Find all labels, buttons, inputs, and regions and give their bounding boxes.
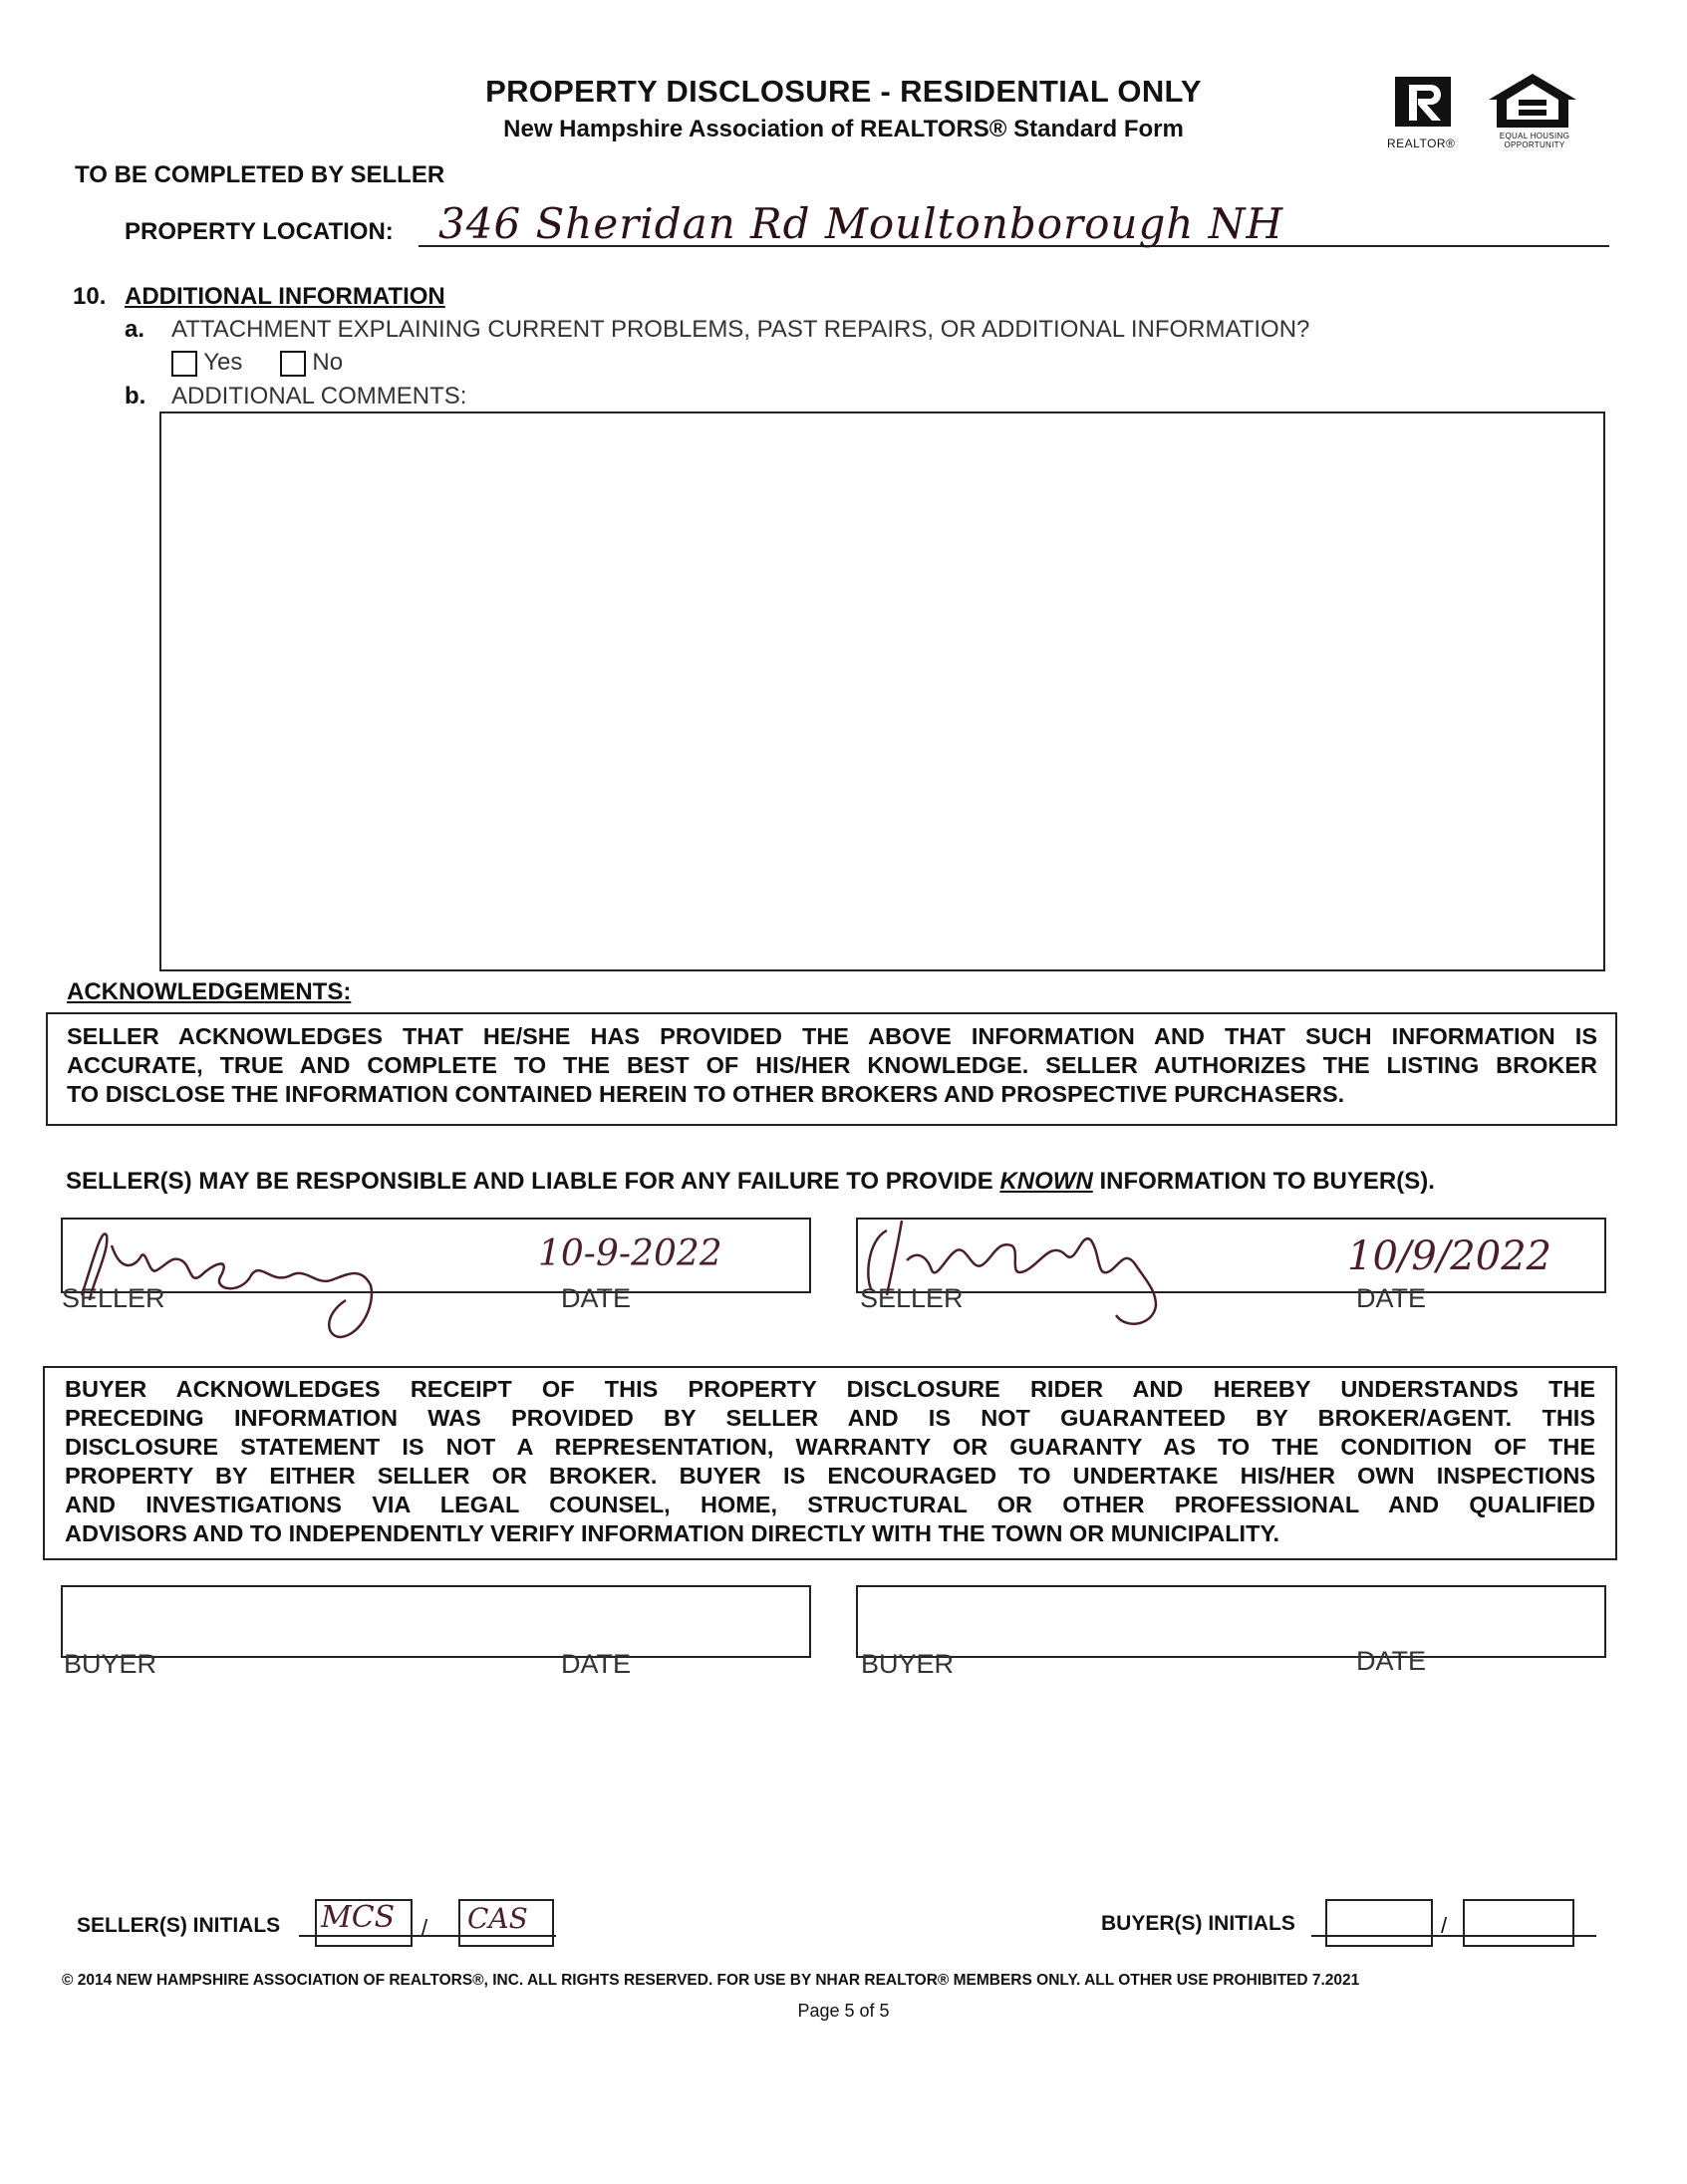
item-a-marker: a. <box>125 316 145 343</box>
seller-signature-1 <box>62 1206 480 1355</box>
buyer-ack-line-1: BUYER ACKNOWLEDGES RECEIPT OF THIS PROPERTY DISCLOSURE RIDER AND HEREBY UNDERSTANDS THE <box>65 1376 1595 1402</box>
property-location-label: PROPERTY LOCATION: <box>125 218 394 245</box>
no-checkbox[interactable] <box>280 351 306 377</box>
eho-caption-2: OPPORTUNITY <box>1504 140 1565 149</box>
buyer-ack-line-6: ADVISORS AND TO INDEPENDENTLY VERIFY INFORMATION DIRECTLY WITH THE TOWN OR MUNICIPALITY. <box>65 1520 1280 1546</box>
item-a-question: ATTACHMENT EXPLAINING CURRENT PROBLEMS, PAST REPAIRS, OR ADDITIONAL INFORMATION? <box>171 316 1310 343</box>
equal-housing-logo <box>1483 70 1582 149</box>
buyer-ack-line-3: DISCLOSURE STATEMENT IS NOT A REPRESENTATION, WARRANTY OR GUARANTY AS TO THE CONDITION OF THE <box>65 1434 1595 1460</box>
seller-ack-line-2: ACCURATE, TRUE AND COMPLETE TO THE BEST OF HIS/HER KNOWLEDGE. SELLER AUTHORIZES THE LISTING BROKER <box>67 1052 1597 1078</box>
seller-ack-line-3: TO DISCLOSE THE INFORMATION CONTAINED HEREIN TO OTHER BROKERS AND PROSPECTIVE PURCHASERS. <box>67 1081 1345 1107</box>
additional-comments-box[interactable] <box>159 411 1605 971</box>
liability-known: KNOWN <box>999 1168 1093 1195</box>
realtor-caption: REALTOR® <box>1387 136 1456 150</box>
buyer-ack-line-5: AND INVESTIGATIONS VIA LEGAL COUNSEL, HOME, STRUCTURAL OR OTHER PROFESSIONAL AND QUALIFIED <box>65 1492 1595 1517</box>
no-label: No <box>312 349 344 376</box>
buyer-date-label-1: DATE <box>561 1649 632 1679</box>
seller-initials-separator: / <box>422 1915 428 1940</box>
yes-checkbox[interactable] <box>171 351 197 377</box>
seller-initials-2[interactable]: CAS <box>467 1902 528 1935</box>
acknowledgements-heading: ACKNOWLEDGEMENTS: <box>67 978 352 1005</box>
buyer-ack-line-4: PROPERTY BY EITHER SELLER OR BROKER. BUYER IS ENCOURAGED TO UNDERTAKE HIS/HER OWN INSPECTIONS <box>65 1463 1595 1489</box>
liability-statement <box>66 1168 1435 1196</box>
buyer-acknowledgement-box <box>43 1366 1617 1560</box>
seller-initials-1[interactable]: MCS <box>321 1900 396 1935</box>
buyer-initials-label: BUYER(S) INITIALS <box>1101 1912 1295 1935</box>
section-number: 10. <box>73 283 107 310</box>
buyer-signature-box-1[interactable] <box>61 1585 811 1658</box>
liability-before: SELLER(S) MAY BE RESPONSIBLE AND LIABLE FOR ANY FAILURE TO PROVIDE <box>66 1168 1000 1195</box>
page-number: Page 5 of 5 <box>797 2001 890 2021</box>
buyer-signature-box-2[interactable] <box>856 1585 1606 1658</box>
seller-date-1[interactable]: 10-9-2022 <box>538 1233 722 1274</box>
completed-by-seller: TO BE COMPLETED BY SELLER <box>75 161 445 188</box>
form-title: PROPERTY DISCLOSURE - RESIDENTIAL ONLY <box>485 74 1202 109</box>
eho-caption-1: EQUAL HOUSING <box>1499 132 1570 140</box>
seller-signature-2 <box>857 1211 1256 1340</box>
realtor-logo <box>1387 73 1469 150</box>
seller-date-label-1: DATE <box>561 1283 632 1313</box>
seller-ack-line-1: SELLER ACKNOWLEDGES THAT HE/SHE HAS PROVIDED THE ABOVE INFORMATION AND THAT SUCH INFORMATION IS <box>67 1023 1597 1049</box>
item-b-marker: b. <box>125 383 146 410</box>
form-subtitle: New Hampshire Association of REALTORS® Standard Form <box>503 116 1184 142</box>
buyer-label-2: BUYER <box>861 1649 955 1679</box>
buyer-date-label-2: DATE <box>1356 1646 1427 1676</box>
buyer-label-1: BUYER <box>64 1649 157 1679</box>
seller-label-1: SELLER <box>62 1283 165 1313</box>
seller-label-2: SELLER <box>860 1283 964 1313</box>
section-heading: ADDITIONAL INFORMATION <box>125 283 445 310</box>
buyer-initials-box-2[interactable] <box>1463 1899 1574 1947</box>
seller-acknowledgement-box <box>46 1012 1617 1126</box>
realtor-r-icon <box>1387 73 1469 136</box>
buyer-initials-separator: / <box>1441 1913 1448 1938</box>
buyer-initials-box-1[interactable] <box>1325 1899 1433 1947</box>
liability-after: INFORMATION TO BUYER(S). <box>1092 1168 1435 1195</box>
attachment-choices <box>171 349 343 377</box>
item-b-label: ADDITIONAL COMMENTS: <box>171 383 467 410</box>
equal-housing-icon <box>1483 70 1582 132</box>
yes-label: Yes <box>203 349 243 376</box>
buyer-ack-line-2: PRECEDING INFORMATION WAS PROVIDED BY SELLER AND IS NOT GUARANTEED BY BROKER/AGENT. THIS <box>65 1405 1595 1431</box>
copyright-notice: © 2014 NEW HAMPSHIRE ASSOCIATION OF REALTORS®, INC. ALL RIGHTS RESERVED. FOR USE BY NHAR REALTOR® MEMBERS ONLY. ALL OTHER USE PROHIBITED 7.2021 <box>62 1972 1360 1989</box>
seller-date-2[interactable]: 10/9/2022 <box>1347 1233 1552 1279</box>
seller-date-label-2: DATE <box>1356 1283 1427 1313</box>
seller-initials-label: SELLER(S) INITIALS <box>77 1914 281 1937</box>
property-location-value[interactable]: 346 Sheridan Rd Moultonborough NH <box>438 199 1284 248</box>
